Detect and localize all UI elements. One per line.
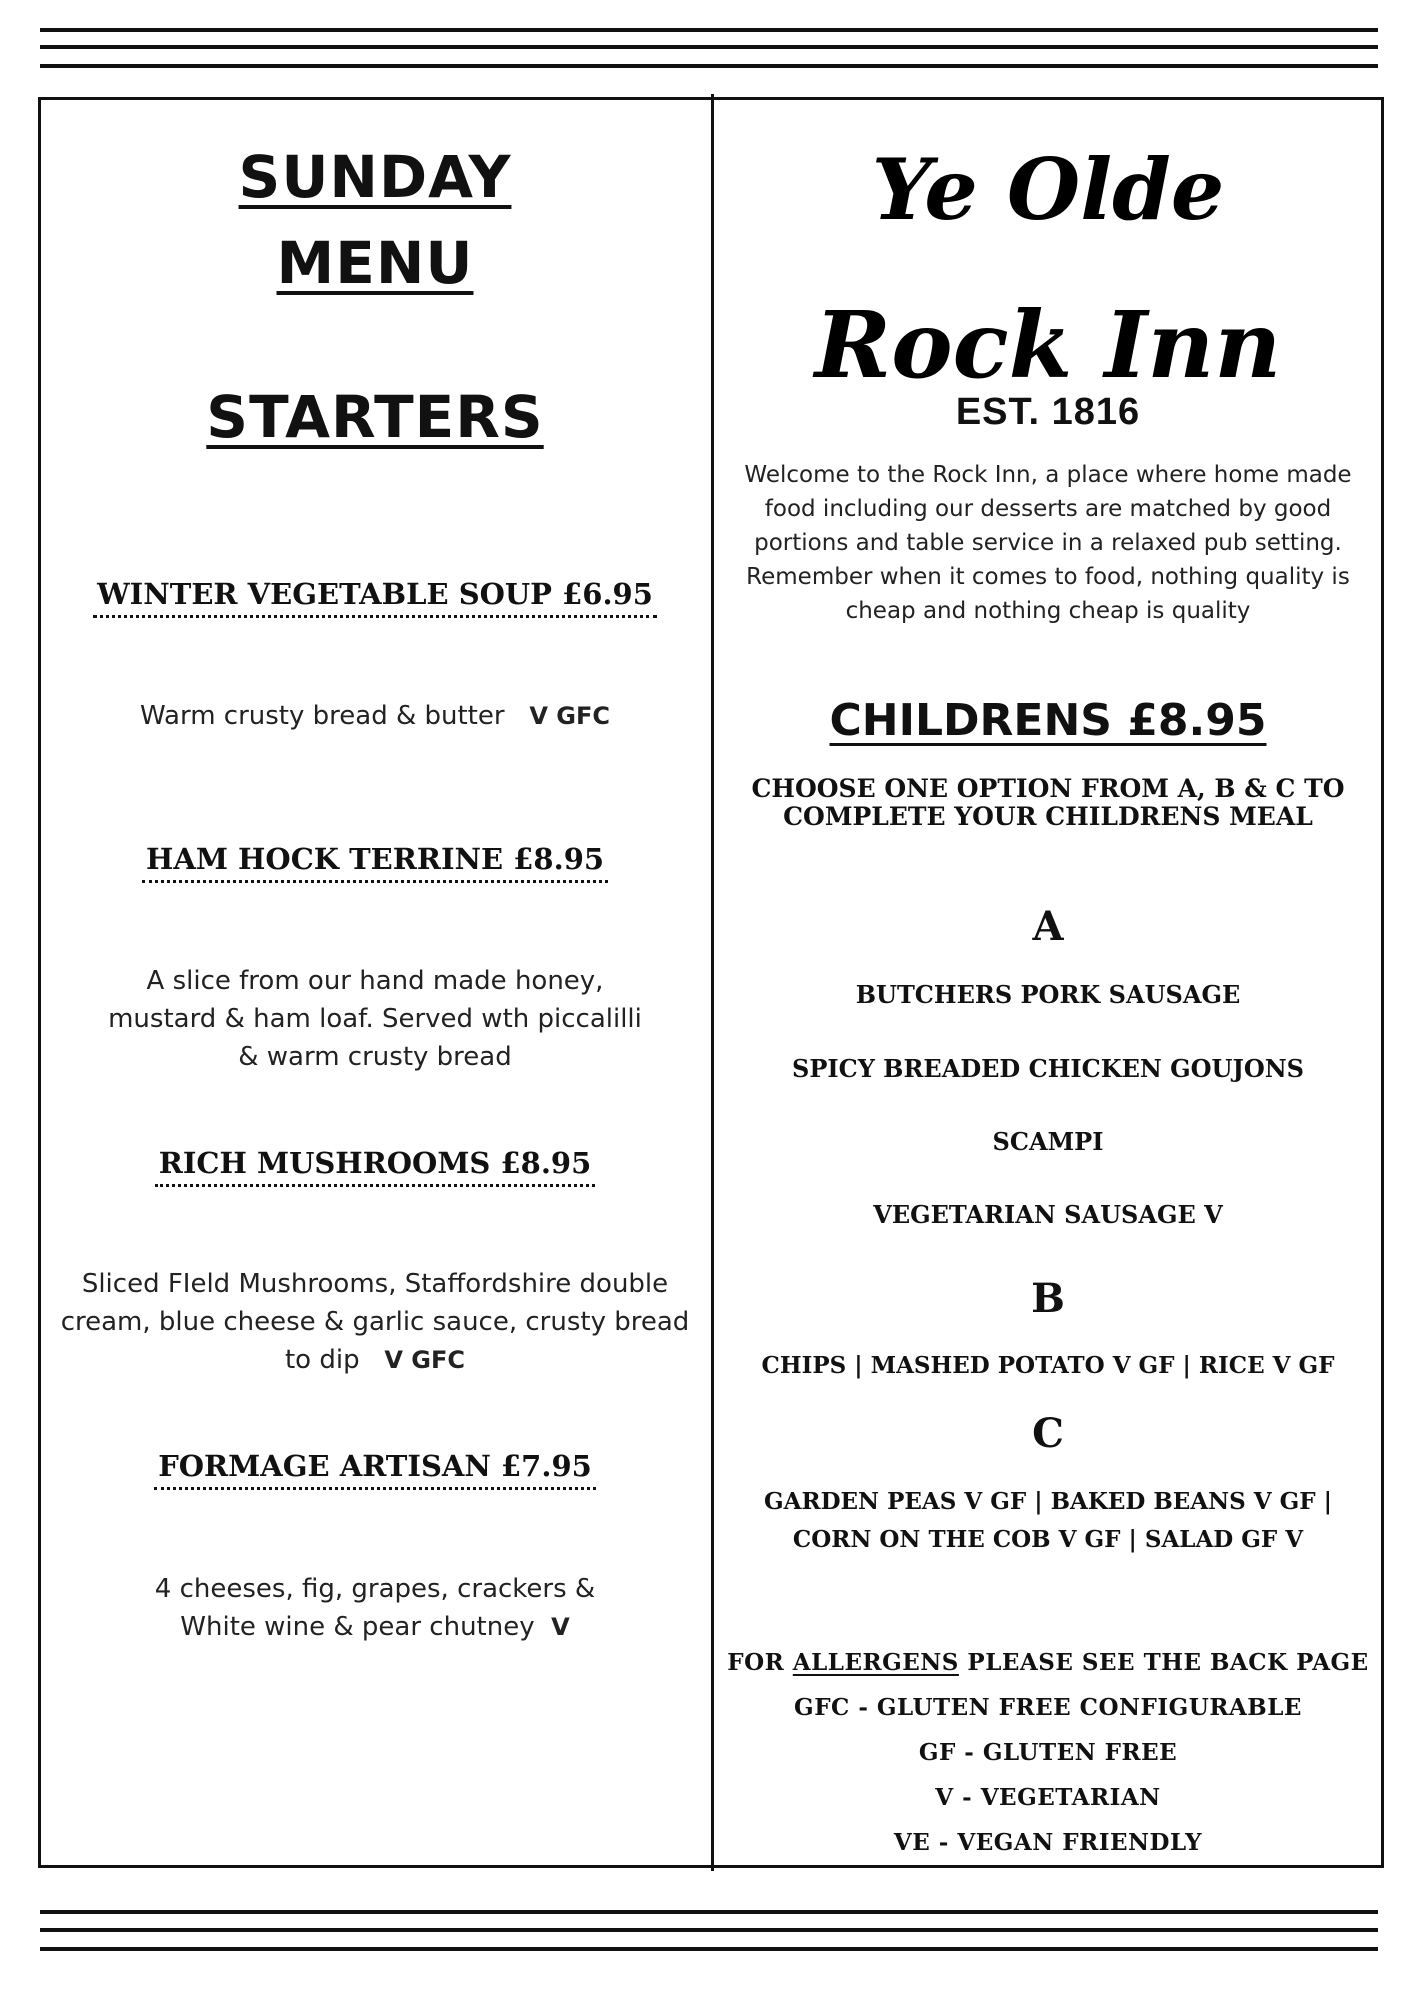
allergen-notice: FOR ALLERGENS PLEASE SEE THE BACK PAGE <box>727 1649 1369 1676</box>
bottom-rule-1 <box>40 1910 1378 1914</box>
top-rule-2 <box>40 45 1378 49</box>
option-item: SCAMPI <box>992 1127 1104 1156</box>
allergens-link[interactable]: ALLERGENS <box>792 1649 959 1676</box>
option-item: BUTCHERS PORK SAUSAGE <box>855 980 1241 1009</box>
column-divider <box>711 94 714 1871</box>
starter-item-name: WINTER VEGETABLE SOUP £6.95 <box>40 576 710 612</box>
starter-item-description: 4 cheeses, fig, grapes, crackers & White wine & pear chutney V <box>154 1574 596 1642</box>
established-year: EST. 1816 <box>955 391 1141 433</box>
welcome-text: Welcome to the Rock Inn, a place where home made food including our desserts are matched by good portions and table service in a relaxed pub setting. Remember when it comes to food, nothing quality is cheap and nothing cheap is quality <box>744 462 1352 624</box>
section-title-starters: STARTERS <box>206 383 544 451</box>
option-group-b-letter: B <box>1031 1275 1065 1322</box>
dietary-tag: V <box>551 1613 570 1641</box>
starter-item-name: HAM HOCK TERRINE £8.95 <box>40 841 710 877</box>
logo-line1: Ye Olde <box>871 140 1225 239</box>
top-rule-1 <box>40 28 1378 32</box>
option-item: CHIPS | MASHED POTATO V GF | RICE V GF <box>761 1352 1335 1379</box>
starter-item-description: Sliced FIeld Mushrooms, Staffordshire double cream, blue cheese & garlic sauce, crusty bread to dip V GFC <box>60 1269 690 1375</box>
starter-item-description: Warm crusty bread & butter V GFC <box>139 701 610 731</box>
legend-item: GF - GLUTEN FREE <box>918 1739 1178 1766</box>
legend-item: VE - VEGAN FRIENDLY <box>893 1829 1203 1856</box>
childrens-instruction: CHOOSE ONE OPTION FROM A, B & C TO COMPLETE YOUR CHILDRENS MEAL <box>751 774 1345 831</box>
legend-item: GFC - GLUTEN FREE CONFIGURABLE <box>794 1694 1302 1721</box>
starter-item-description: A slice from our hand made honey, mustard & ham loaf. Served wth piccalilli & warm crusty bread <box>108 966 642 1072</box>
legend-item: V - VEGETARIAN <box>935 1784 1161 1811</box>
menu-title-line1: SUNDAY <box>238 143 512 211</box>
option-item: CORN ON THE COB V GF | SALAD GF V <box>792 1526 1304 1553</box>
option-group-c-letter: C <box>1032 1410 1064 1457</box>
bottom-rule-3 <box>40 1947 1378 1951</box>
menu-title-line2: MENU <box>276 229 474 297</box>
top-rule-3 <box>40 64 1378 68</box>
starter-item-name: FORMAGE ARTISAN £7.95 <box>40 1448 710 1484</box>
option-item: GARDEN PEAS V GF | BAKED BEANS V GF | <box>763 1488 1332 1515</box>
dietary-tag: V GFC <box>384 1346 466 1374</box>
option-item: VEGETARIAN SAUSAGE V <box>873 1200 1223 1229</box>
logo-line2: Rock Inn <box>814 291 1282 399</box>
option-item: SPICY BREADED CHICKEN GOUJONS <box>791 1054 1305 1083</box>
starter-item-name: RICH MUSHROOMS £8.95 <box>40 1145 710 1181</box>
dietary-tag: V GFC <box>529 702 610 730</box>
option-group-a-letter: A <box>1032 903 1064 950</box>
bottom-rule-2 <box>40 1928 1378 1932</box>
childrens-title: CHILDRENS £8.95 <box>829 695 1267 746</box>
